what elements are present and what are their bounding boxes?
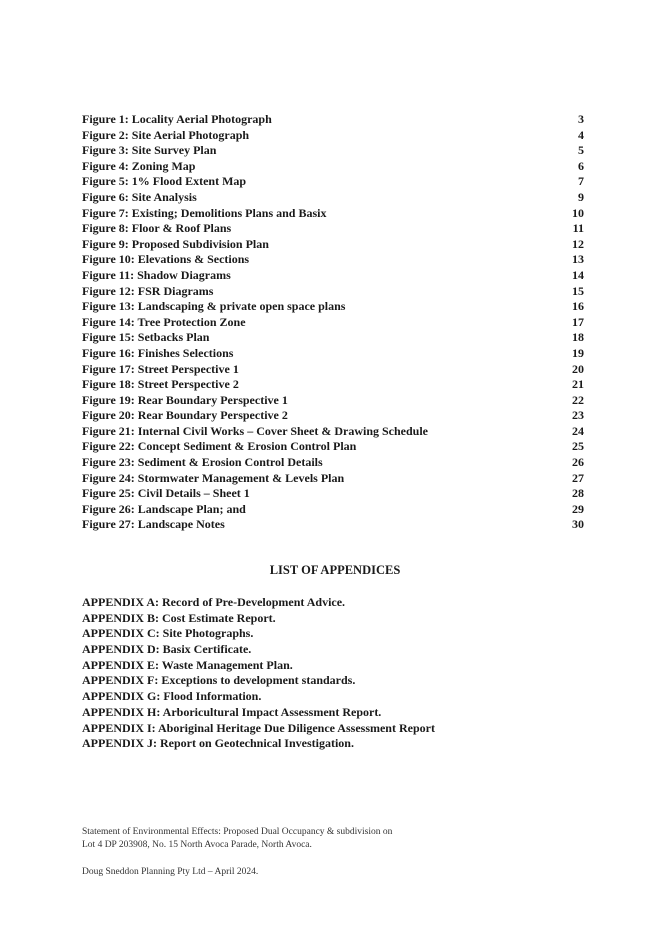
figure-entry [82,221,584,237]
figure-page-number: 9 [578,189,584,204]
appendix-entry: APPENDIX C: Site Photographs. [82,626,254,641]
figure-label: Figure 12: FSR Diagrams [82,283,214,298]
figure-label: Figure 17: Street Perspective 1 [82,361,239,376]
figure-page-number: 18 [572,330,584,345]
figure-page-number: 5 [578,143,584,158]
figure-page-number: 14 [572,267,584,282]
figure-page-number: 16 [572,299,584,314]
figure-label: Figure 24: Stormwater Management & Levels Plan [82,470,345,485]
figure-label: Figure 18: Street Perspective 2 [82,377,239,392]
figure-page-number: 15 [572,283,584,298]
figure-entry [82,439,584,455]
figure-entry [82,159,584,175]
appendix-entry: APPENDIX A: Record of Pre-Development Advice. [82,595,346,609]
figure-page-number: 12 [572,236,584,251]
figure-page-number: 17 [572,314,584,329]
figure-entry [82,284,584,300]
figure-label: Figure 23: Sediment & Erosion Control Details [82,455,323,470]
figure-page-number: 26 [572,455,584,470]
figure-label: Figure 10: Elevations & Sections [82,252,250,267]
figure-entry [82,330,584,346]
figure-page-number: 30 [572,517,584,532]
figure-label: Figure 6: Site Analysis [82,189,197,204]
figure-entry [82,486,584,502]
figure-entry [82,471,584,487]
appendix-entry: APPENDIX B: Cost Estimate Report. [82,610,276,625]
figure-entry [82,517,584,533]
figure-label: Figure 15: Setbacks Plan [82,330,210,345]
figure-entry [82,424,584,440]
figure-page-number: 10 [572,205,584,220]
figure-page-number: 28 [572,486,584,501]
figure-label: Figure 19: Rear Boundary Perspective 1 [82,392,288,407]
figure-page-number: 6 [578,158,584,173]
figure-entry [82,112,584,128]
figure-label: Figure 11: Shadow Diagrams [82,267,231,282]
figure-label: Figure 2: Site Aerial Photograph [82,127,250,142]
appendix-entry: APPENDIX H: Arboricultural Impact Assessment Report. [82,704,382,719]
appendix-entry: APPENDIX I: Aboriginal Heritage Due Diligence Assessment Report [82,720,435,735]
figure-page-number: 3 [578,112,584,126]
figure-page-number: 23 [572,408,584,423]
figure-entry [82,143,584,159]
figure-label: Figure 13: Landscaping & private open space plans [82,299,346,314]
figure-label: Figure 21: Internal Civil Works – Cover Sheet & Drawing Schedule [82,423,428,438]
figure-label: Figure 9: Proposed Subdivision Plan [82,236,269,251]
figure-entry [82,206,584,222]
list-of-appendices [82,595,602,752]
figure-page-number: 29 [572,501,584,516]
figure-entry [82,174,584,190]
figure-entry [82,128,584,144]
figure-label: Figure 22: Concept Sediment & Erosion Control Plan [82,439,357,454]
figure-page-number: 27 [572,470,584,485]
figure-page-number: 21 [572,377,584,392]
figure-label: Figure 27: Landscape Notes [82,517,225,532]
appendix-entry: APPENDIX F: Exceptions to development standards. [82,673,356,688]
figure-page-number: 25 [572,439,584,454]
figure-page-number: 20 [572,361,584,376]
figure-page-number: 24 [572,423,584,438]
appendix-entry: APPENDIX D: Basix Certificate. [82,642,252,657]
figure-page-number: 13 [572,252,584,267]
figure-page-number: 7 [578,174,584,189]
figure-label: Figure 8: Floor & Roof Plans [82,221,232,236]
figure-label: Figure 3: Site Survey Plan [82,143,217,158]
figure-label: Figure 26: Landscape Plan; and [82,501,246,516]
figure-label: Figure 14: Tree Protection Zone [82,314,246,329]
figure-label: Figure 7: Existing; Demolitions Plans and Basix [82,205,327,220]
figure-entry [82,377,584,393]
figure-label: Figure 5: 1% Flood Extent Map [82,174,247,189]
appendix-entry: APPENDIX E: Waste Management Plan. [82,657,293,672]
footer-author-date: Doug Sneddon Planning Pty Ltd – April 2024. [82,867,259,877]
figure-entry [82,315,584,331]
figure-entry [82,299,584,315]
list-of-figures [82,112,584,533]
figure-entry [82,362,584,378]
figure-entry [82,502,584,518]
figure-entry [82,252,584,268]
figure-label: Figure 25: Civil Details – Sheet 1 [82,486,250,501]
footer-title-line-2: Lot 4 DP 203908, No. 15 North Avoca Parade, North Avoca. [82,840,312,850]
figure-entry [82,190,584,206]
figure-page-number: 4 [578,127,584,142]
figure-entry [82,408,584,424]
figure-entry [82,237,584,253]
figure-entry [82,393,584,409]
appendices-heading: LIST OF APPENDICES [269,563,401,577]
figure-entry [82,346,584,362]
page-footer [82,826,392,879]
appendix-entry: APPENDIX J: Report on Geotechnical Investigation. [82,736,354,751]
figure-page-number: 19 [572,345,584,360]
figure-label: Figure 16: Finishes Selections [82,345,234,360]
appendix-entry: APPENDIX G: Flood Information. [82,689,262,704]
footer-title-line-1: Statement of Environmental Effects: Proposed Dual Occupancy & subdivision on [82,827,393,837]
figure-page-number: 11 [572,221,584,236]
figure-entry [82,455,584,471]
figure-label: Figure 20: Rear Boundary Perspective 2 [82,408,288,423]
figure-label: Figure 1: Locality Aerial Photograph [82,112,272,126]
figure-page-number: 22 [572,392,584,407]
figure-entry [82,268,584,284]
figure-label: Figure 4: Zoning Map [82,158,196,173]
